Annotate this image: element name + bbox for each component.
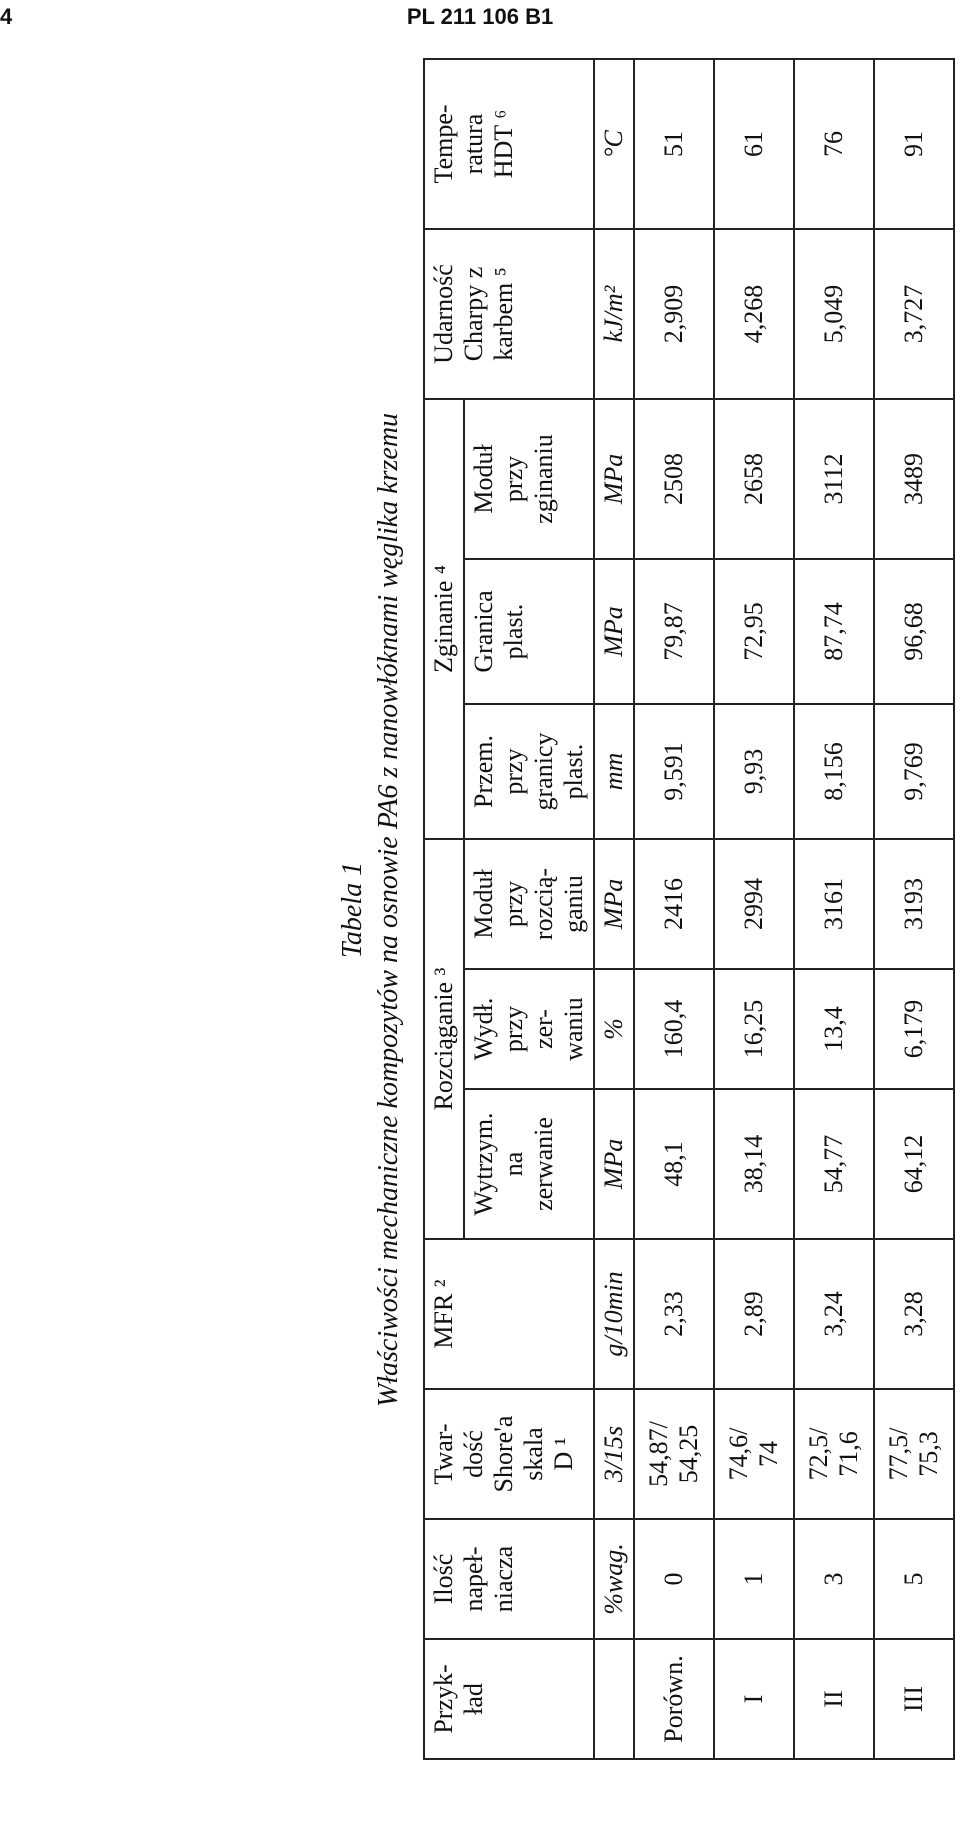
unit-cell: kJ/m² [594,229,634,399]
table-cell: 9,93 [714,704,794,839]
header-modul-zgin: Moduł przy zginaniu [464,399,594,559]
page-number: 4 [0,4,13,29]
table-cell: 3489 [874,399,954,559]
unit-cell: °C [594,59,634,229]
table-cell: 5,049 [794,229,874,399]
table-cell: 79,87 [634,559,714,704]
table-cell: 3193 [874,839,954,969]
table-cell: 2658 [714,399,794,559]
table-container [423,60,955,1760]
table-cell: 2,909 [634,229,714,399]
table-cell: 91 [874,59,954,229]
table-cell: 5 [874,1519,954,1639]
header-modul-rozc: Moduł przy rozcią- ganiu [464,839,594,969]
header-przyklad: Przyk- ład [424,1639,594,1759]
table-cell: 3,28 [874,1239,954,1389]
table-cell: 13,4 [794,969,874,1089]
header-row-1 [424,59,464,1759]
header-mfr: MFR ² [424,1239,594,1389]
header-wydl: Wydł. przy zer- waniu [464,969,594,1089]
table-cell: 64,12 [874,1089,954,1239]
unit-cell: MPa [594,399,634,559]
table-cell: 3161 [794,839,874,969]
rotated-table-area [335,60,943,1760]
table-row [874,59,954,1759]
table-cell: 3112 [794,399,874,559]
table-row [794,59,874,1759]
table-cell: 76 [794,59,874,229]
table-row [714,59,794,1759]
table-cell: 3,727 [874,229,954,399]
table-cell: 38,14 [714,1089,794,1239]
table-cell: 2994 [714,839,794,969]
table-cell: 0 [634,1519,714,1639]
table-cell: 51 [634,59,714,229]
table-cell: 16,25 [714,969,794,1089]
unit-cell: %wag. [594,1519,634,1639]
table-cell: 54,77 [794,1089,874,1239]
table-cell: 3 [794,1519,874,1639]
header-przem: Przem. przy granicy plast. [464,704,594,839]
table-cell: 72,95 [714,559,794,704]
units-row [594,59,634,1759]
table-cell: II [794,1639,874,1759]
table-row [634,59,714,1759]
table-cell: 1 [714,1519,794,1639]
unit-cell: mm [594,704,634,839]
table-cell: 77,5/ 75,3 [874,1389,954,1519]
table-cell: 2416 [634,839,714,969]
table-cell: 87,74 [794,559,874,704]
properties-table [423,58,955,1760]
unit-cell: % [594,969,634,1089]
table-cell: I [714,1639,794,1759]
header-ilosc: Ilość napeł- niacza [424,1519,594,1639]
unit-cell: MPa [594,839,634,969]
table-cell: Porówn. [634,1639,714,1759]
table-cell: 3,24 [794,1239,874,1389]
header-wytrzym: Wytrzym. na zerwanie [464,1089,594,1239]
unit-cell: g/10min [594,1239,634,1389]
table-cell: 61 [714,59,794,229]
unit-cell: 3/15s [594,1389,634,1519]
unit-cell: MPa [594,559,634,704]
table-cell: 2508 [634,399,714,559]
group-rozciaganie: Rozciąganie ³ [424,839,464,1239]
table-cell: 72,5/ 71,6 [794,1389,874,1519]
table-cell: 6,179 [874,969,954,1089]
table-cell: 96,68 [874,559,954,704]
table-cell: 9,591 [634,704,714,839]
table-cell: 160,4 [634,969,714,1089]
table-cell: 2,89 [714,1239,794,1389]
table-cell: 48,1 [634,1089,714,1239]
table-cell: 54,87/ 54,25 [634,1389,714,1519]
table-cell: 9,769 [874,704,954,839]
table-cell: 74,6/ 74 [714,1389,794,1519]
group-zginanie: Zginanie ⁴ [424,399,464,839]
table-cell: 8,156 [794,704,874,839]
header-twardosc: Twar- dość Shore'a skala D ¹ [424,1389,594,1519]
header-udarnosc: Udarność Charpy z karbem ⁵ [424,229,594,399]
header-granica: Granica plast. [464,559,594,704]
patent-number: PL 211 106 B1 [406,4,554,29]
unit-cell [594,1639,634,1759]
table-label: Tabela 1 [337,861,368,959]
table-title: Właściwości mechaniczne kompozytów na osnowie PA6 z nanowłóknami węglika krzemu [373,412,404,1408]
unit-cell: MPa [594,1089,634,1239]
table-caption [335,60,407,1760]
table-cell: 4,268 [714,229,794,399]
table-cell: III [874,1639,954,1759]
header-temperatura: Tempe- ratura HDT ⁶ [424,59,594,229]
table-cell: 2,33 [634,1239,714,1389]
